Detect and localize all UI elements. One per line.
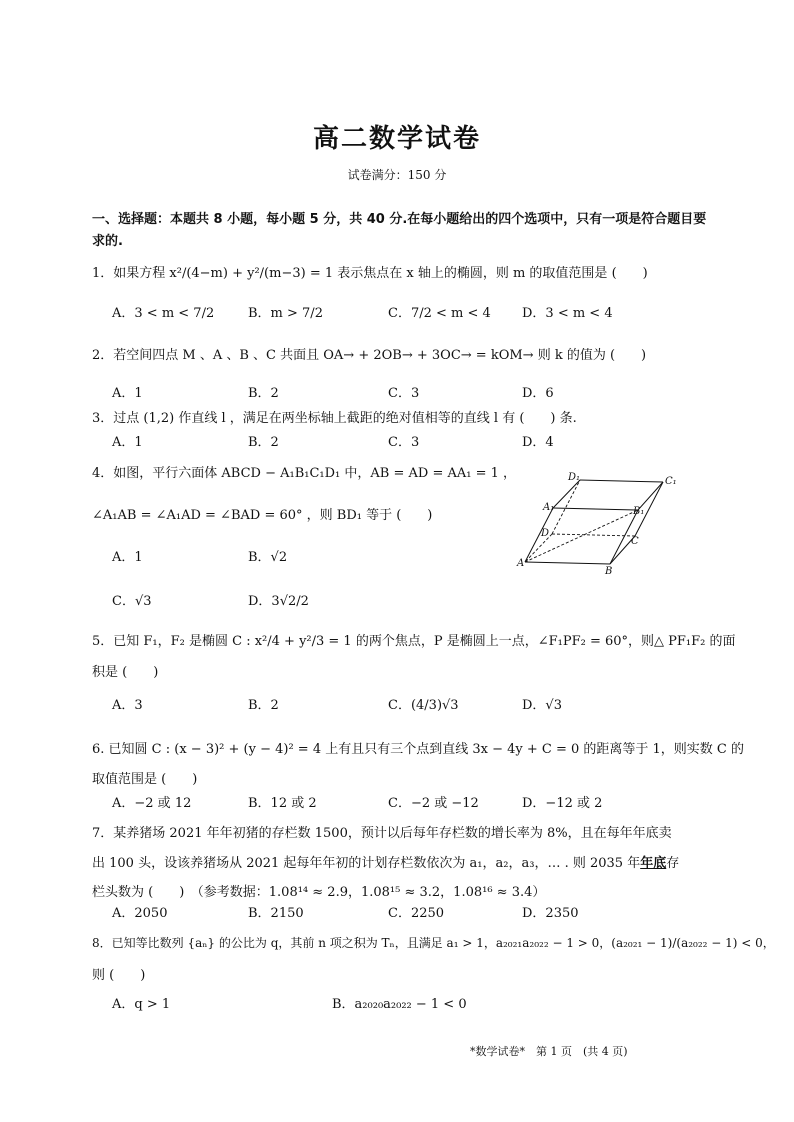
question-6-stem-line-2: 取值范围是 ( ) [92, 772, 198, 787]
question-8-option-b: B．a₂₀₂₀a₂₀₂₂ − 1 < 0 [332, 997, 467, 1012]
question-5-stem-line-2: 积是 ( ) [92, 665, 159, 680]
edge-d1-c1 [580, 480, 663, 482]
parallelepiped-figure [515, 470, 690, 575]
label-d: D [541, 528, 550, 539]
question-7-option-d: D．2350 [522, 906, 579, 921]
question-6-option-b: B．12 或 2 [248, 796, 317, 811]
question-6-stem-line-1: 6. 已知圆 C : (x − 3)² + (y − 4)² = 4 上有且只有三个点到直线 3x − 4y + C = 0 的距离等于 1，则实数 C 的 [92, 742, 745, 757]
question-5-option-b: B．2 [248, 698, 279, 713]
edge-a-b [525, 562, 610, 564]
question-7-emphasis: 年底 [640, 856, 667, 871]
question-3-option-b: B．2 [248, 435, 279, 450]
label-c: C [631, 536, 639, 547]
question-2-option-b: B．2 [248, 386, 279, 401]
page-title: 高二数学试卷 [312, 124, 481, 154]
question-6-option-a: A．−2 或 12 [112, 796, 192, 811]
section-heading: 一、选择题：本题共 8 小题，每小题 5 分，共 40 分.在每小题给出的四个选项中，只有一项是符合题目要求的. [92, 212, 707, 249]
label-d1: D₁ [568, 472, 581, 483]
question-7-stem-line-2 [92, 852, 679, 871]
question-3-option-a: A．1 [112, 435, 143, 450]
question-4-option-d: D．3√2/2 [248, 594, 309, 609]
question-5-option-c: C．(4/3)√3 [388, 698, 459, 713]
question-7-option-a: A．2050 [112, 906, 168, 921]
question-4-option-b: B．√2 [248, 550, 288, 565]
question-7-stem-line-2-b: 存 [666, 856, 680, 871]
question-3-stem: 3．过点 (1,2) 作直线 l ，满足在两坐标轴上截距的绝对值相等的直线 l 有 ( ) 条. [92, 411, 577, 426]
label-b: B [605, 566, 613, 575]
question-5-option-d: D．√3 [522, 698, 562, 713]
question-7-stem-line-2-a: 出 100 头，设该养猪场从 2021 起每年年初的计划存栏数依次为 a₁，a₂，a₃，… . 则 2035 年 [92, 856, 641, 871]
question-7-option-b: B．2150 [248, 906, 304, 921]
question-1-option-b: B．m > 7/2 [248, 306, 323, 321]
question-6-option-d: D．−12 或 2 [522, 796, 603, 811]
page-footer: *数学试卷* 第 1 页 (共 4 页) [470, 1045, 628, 1058]
question-8-stem-line-2: 则 ( ) [92, 968, 146, 983]
question-2-option-d: D．6 [522, 386, 554, 401]
question-5-option-a: A．3 [112, 698, 143, 713]
question-4-stem-line-2: ∠A₁AB = ∠A₁AD = ∠BAD = 60° ，则 BD₁ 等于 ( ) [92, 508, 433, 523]
question-1-option-c: C．7/2 < m < 4 [388, 306, 491, 321]
edge-d-c-hidden [552, 534, 635, 536]
question-6-option-c: C．−2 或 −12 [388, 796, 479, 811]
question-7-stem-line-3: 栏头数为 ( ) （参考数据：1.08¹⁴ ≈ 2.9，1.08¹⁵ ≈ 3.2，1.08¹⁶ ≈ 3.4） [92, 885, 546, 900]
edge-a1-d1 [553, 480, 580, 508]
question-3-option-d: D．4 [522, 435, 554, 450]
question-2-stem: 2．若空间四点 M 、A 、B 、C 共面且 OA→ + 2OB→ + 3OC→ = kOM→ 则 k 的值为 ( ) [92, 348, 647, 363]
label-c1: C₁ [665, 476, 677, 487]
question-2-option-a: A．1 [112, 386, 143, 401]
question-3-option-c: C．3 [388, 435, 420, 450]
question-2-option-c: C．3 [388, 386, 420, 401]
question-4-option-a: A．1 [112, 550, 143, 565]
question-5-stem-line-1: 5．已知 F₁，F₂ 是椭圆 C : x²/4 + y²/3 = 1 的两个焦点，P 是椭圆上一点，∠F₁PF₂ = 60°，则△ PF₁F₂ 的面 [92, 634, 736, 649]
question-7-stem-line-1: 7．某养猪场 2021 年年初猪的存栏数 1500，预计以后每年存栏数的增长率为 8%，且在每年年底卖 [92, 826, 672, 841]
edge-d-d1-hidden [552, 480, 580, 534]
edge-b1-a1 [553, 508, 638, 510]
page-subtitle: 试卷满分：150 分 [347, 168, 447, 182]
question-7-option-c: C．2250 [388, 906, 445, 921]
label-b1: B₁ [633, 506, 645, 517]
label-a1: A₁ [543, 502, 555, 513]
question-4-option-c: C．√3 [112, 594, 152, 609]
question-1-option-a: A．3 < m < 7/2 [112, 306, 215, 321]
question-1-stem: 1．如果方程 x²/(4−m) + y²/(m−3) = 1 表示焦点在 x 轴上的椭圆，则 m 的取值范围是 ( ) [92, 266, 648, 281]
question-1-option-d: D．3 < m < 4 [522, 306, 613, 321]
label-a: A [517, 558, 525, 569]
question-8-stem-line-1: 8．已知等比数列 {aₙ} 的公比为 q，其前 n 项之积为 Tₙ，且满足 a₁ > 1，a₂₀₂₁a₂₀₂₂ − 1 > 0，(a₂₀₂₁ − 1)/(a₂₀₂₂ − 1) < 0， [92, 936, 775, 950]
question-4-stem-line-1: 4．如图，平行六面体 ABCD − A₁B₁C₁D₁ 中，AB = AD = AA₁ = 1 ， [92, 466, 517, 481]
question-8-option-a: A．q > 1 [112, 997, 171, 1012]
